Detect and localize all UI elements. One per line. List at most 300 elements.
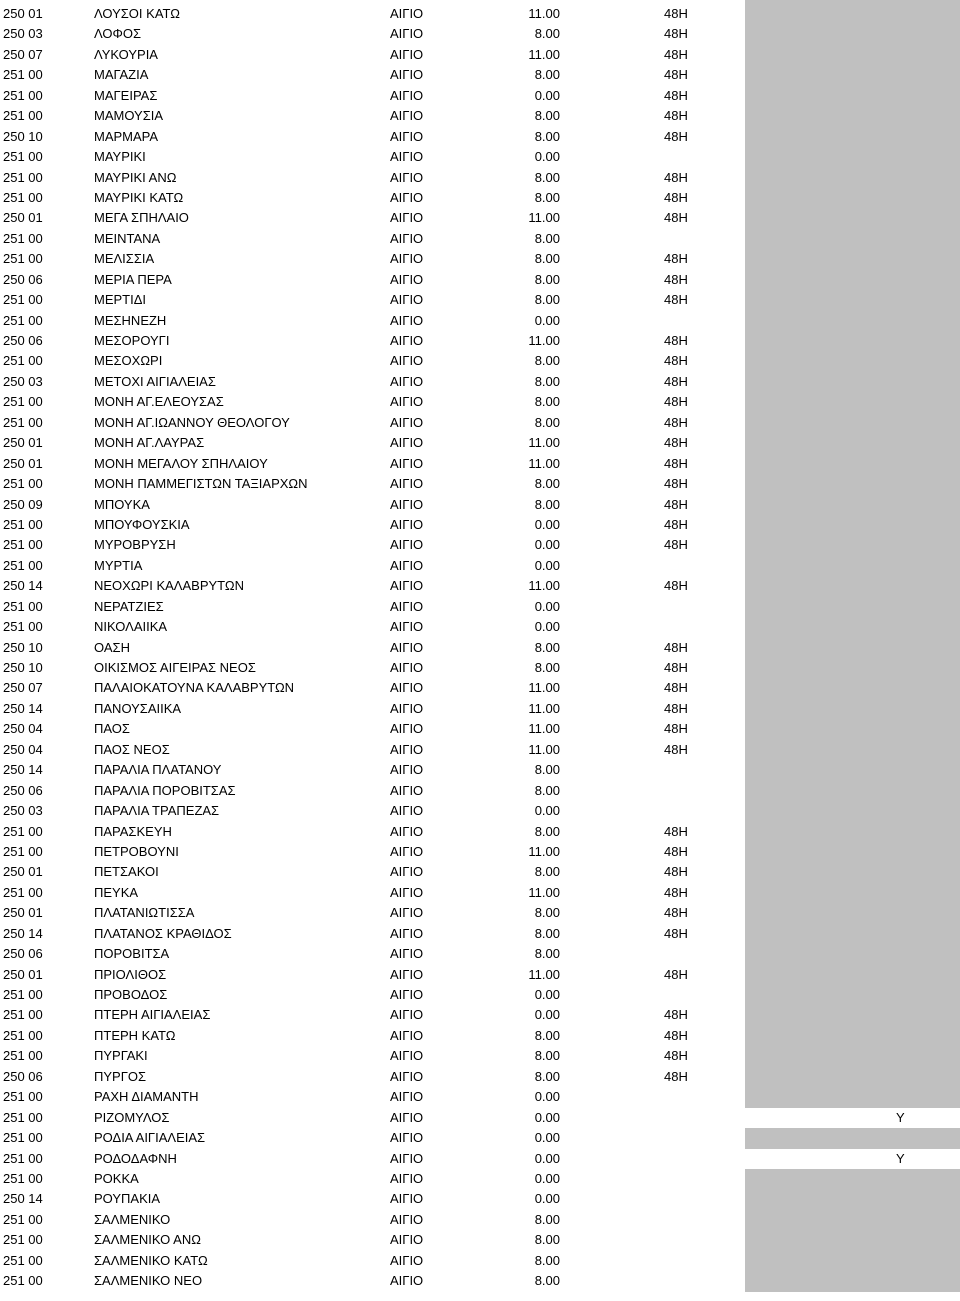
table-row [0,617,960,637]
city-cell: ΑΙΓΙΟ [390,1232,424,1248]
area-name-cell: ΠΕΥΚΑ [94,884,139,900]
postal-code-cell: 251 00 [3,1007,43,1023]
price-cell: 0.00 [534,1170,560,1186]
table-row [0,392,960,412]
side-column-cell [745,188,960,208]
delivery-cell: 48Η [664,373,688,389]
postal-code-cell: 251 00 [3,312,43,328]
table-row [0,372,960,392]
area-name-cell: ΝΕΡΑΤΖΙΕΣ [94,598,164,614]
delivery-cell: 48Η [664,67,688,83]
price-cell: 8.00 [534,476,560,492]
table-row [0,883,960,903]
city-cell: ΑΙΓΙΟ [390,741,424,757]
side-column-cell [745,351,960,371]
table-row [0,556,960,576]
price-cell: 11.00 [528,884,560,900]
delivery-cell: 48Η [664,843,688,859]
city-cell: ΑΙΓΙΟ [390,1027,424,1043]
postal-code-cell: 251 00 [3,149,43,165]
area-name-cell: ΜΑΡΜΑΡΑ [94,128,159,144]
area-name-cell: ΠΑΡΑΛΙΑ ΠΟΡΟΒΙΤΣΑΣ [94,782,236,798]
table-row [0,1046,960,1066]
flag-cell: Y [896,1150,905,1166]
price-cell: 8.00 [534,925,560,941]
table-row [0,699,960,719]
area-name-cell: ΛΟΦΟΣ [94,26,142,42]
area-name-cell: ΡΟΥΠΑΚΙΑ [94,1191,161,1207]
price-cell: 8.00 [534,292,560,308]
side-column-cell [745,556,960,576]
side-column-cell [745,1046,960,1066]
price-cell: 0.00 [534,149,560,165]
delivery-cell: 48Η [664,966,688,982]
postal-code-cell: 251 00 [3,1027,43,1043]
delivery-cell: 48Η [664,1007,688,1023]
postal-code-cell: 251 00 [3,537,43,553]
price-cell: 0.00 [534,1130,560,1146]
postal-code-cell: 250 07 [3,680,43,696]
postal-code-cell: 250 06 [3,1068,43,1084]
table-row [0,1067,960,1087]
postal-code-cell: 250 09 [3,496,43,512]
city-cell: ΑΙΓΙΟ [390,700,424,716]
price-cell: 8.00 [534,373,560,389]
delivery-cell: 48Η [664,435,688,451]
area-name-cell: ΟΙΚΙΣΜΟΣ ΑΙΓΕΙΡΑΣ ΝΕΟΣ [94,660,256,675]
side-column-cell [745,760,960,780]
delivery-cell: 48Η [664,741,688,757]
delivery-cell: 48Η [664,189,688,205]
side-column-cell [745,413,960,433]
table-row [0,45,960,65]
table-row [0,822,960,842]
price-cell: 8.00 [534,271,560,287]
delivery-cell: 48Η [664,823,688,839]
price-cell: 8.00 [534,946,560,962]
postal-code-cell: 250 04 [3,721,43,737]
city-cell: ΑΙΓΙΟ [390,373,424,389]
area-name-cell: ΜΑΜΟΥΣΙΑ [94,108,164,124]
city-cell: ΑΙΓΙΟ [390,1211,424,1227]
area-name-cell: ΠΕΤΣΑΚΟΙ [94,864,159,880]
delivery-cell: 48Η [664,414,688,430]
city-cell: ΑΙΓΙΟ [390,864,424,880]
area-name-cell: ΠΛΑΤΑΝΙΩΤΙΣΣΑ [94,905,195,921]
price-cell: 11.00 [528,435,560,451]
price-cell: 8.00 [534,1068,560,1084]
delivery-cell: 48Η [664,108,688,124]
postal-code-cell: 251 00 [3,598,43,614]
delivery-cell: 48Η [664,169,688,185]
area-name-cell: ΜΟΝΗ ΠΑΜΜΕΓΙΣΤΩΝ ΤΑΞΙΑΡΧΩΝ [94,476,308,492]
delivery-cell: 48Η [664,578,688,594]
delivery-cell: 48Η [664,680,688,696]
delivery-cell: 48Η [664,251,688,267]
postal-code-cell: 251 00 [3,1150,43,1166]
side-column-cell [745,4,960,24]
city-cell: ΑΙΓΙΟ [390,271,424,287]
city-cell: ΑΙΓΙΟ [390,966,424,982]
table-row [0,535,960,555]
side-column-cell [745,678,960,698]
area-name-cell: ΜΑΥΡΙΚΙ ΚΑΤΩ [94,189,184,205]
city-cell: ΑΙΓΙΟ [390,67,424,83]
table-row [0,1189,960,1209]
side-column-cell [745,372,960,392]
delivery-cell: 48Η [664,333,688,348]
postal-code-cell: 250 06 [3,271,43,287]
postal-code-cell: 250 06 [3,946,43,962]
city-cell: ΑΙΓΙΟ [390,905,424,921]
city-cell: ΑΙΓΙΟ [390,823,424,839]
side-column-cell [745,1189,960,1209]
side-column-cell [745,740,960,760]
table-row [0,1026,960,1046]
postal-code-cell: 251 00 [3,394,43,410]
city-cell: ΑΙΓΙΟ [390,353,424,369]
postal-code-cell: 251 00 [3,823,43,839]
area-name-cell: ΠΟΡΟΒΙΤΣΑ [94,946,170,962]
price-cell: 11.00 [528,721,560,737]
side-column-cell [745,903,960,923]
side-column-cell [745,617,960,637]
postal-code-cell: 251 00 [3,230,43,246]
delivery-cell: 48Η [664,516,688,532]
delivery-cell: 48Η [664,394,688,410]
postal-code-cell: 250 01 [3,905,43,921]
city-cell: ΑΙΓΙΟ [390,946,424,962]
area-name-cell: ΠΤΕΡΗ ΑΙΓΙΑΛΕΙΑΣ [94,1007,211,1023]
area-name-cell: ΠΑΡΑΛΙΑ ΤΡΑΠΕΖΑΣ [94,803,220,819]
postal-code-cell: 251 00 [3,1170,43,1186]
area-name-cell: ΠΑΛΑΙΟΚΑΤΟΥΝΑ ΚΑΛΑΒΡΥΤΩΝ [94,680,295,696]
table-row [0,760,960,780]
area-name-cell: ΜΕΓΑ ΣΠΗΛΑΙΟ [94,210,189,226]
price-cell: 11.00 [528,741,560,757]
delivery-cell: 48Η [664,1068,688,1084]
price-cell: 8.00 [534,26,560,42]
area-name-cell: ΜΑΓΕΙΡΑΣ [94,87,158,103]
city-cell: ΑΙΓΙΟ [390,6,424,21]
table-row [0,1251,960,1271]
city-cell: ΑΙΓΙΟ [390,925,424,941]
price-cell: 0.00 [534,1191,560,1207]
table-row [0,781,960,801]
postal-code-cell: 250 10 [3,128,43,144]
price-cell: 11.00 [528,6,560,21]
side-column-cell [745,535,960,555]
price-cell: 8.00 [534,128,560,144]
table-row [0,1149,960,1169]
side-column-cell [745,127,960,147]
postal-code-cell: 251 00 [3,619,43,635]
side-column-cell [745,65,960,85]
delivery-cell: 48Η [664,1027,688,1043]
area-name-cell: ΛΥΚΟΥΡΙΑ [94,46,158,62]
price-cell: 8.00 [534,189,560,205]
area-name-cell: ΜΕΛΙΣΣΙΑ [94,251,155,267]
city-cell: ΑΙΓΙΟ [390,782,424,798]
city-cell: ΑΙΓΙΟ [390,557,424,573]
table-row [0,924,960,944]
area-name-cell: ΜΑΥΡΙΚΙ [94,149,146,165]
side-column-cell [745,433,960,453]
area-name-cell: ΜΑΥΡΙΚΙ ΑΝΩ [94,169,177,185]
city-cell: ΑΙΓΙΟ [390,87,424,103]
delivery-cell: 48Η [664,864,688,880]
delivery-cell: 48Η [664,476,688,492]
price-cell: 11.00 [528,455,560,471]
side-column-cell [745,1108,960,1128]
postal-code-cell: 250 14 [3,925,43,941]
price-cell: 8.00 [534,496,560,512]
side-column-cell [745,392,960,412]
table-row [0,331,960,351]
city-cell: ΑΙΓΙΟ [390,1191,424,1207]
area-name-cell: ΠΑΟΣ [94,721,130,737]
side-column-cell [745,1026,960,1046]
postal-code-cell: 251 00 [3,1232,43,1248]
price-cell: 11.00 [528,210,560,226]
side-column-cell [745,576,960,596]
table-row [0,1169,960,1189]
side-column-cell [745,638,960,658]
price-cell: 0.00 [534,598,560,614]
city-cell: ΑΙΓΙΟ [390,394,424,410]
postal-code-cell: 251 00 [3,1273,43,1289]
postal-code-cell: 251 00 [3,557,43,573]
postal-code-cell: 250 04 [3,741,43,757]
side-column-cell [745,515,960,535]
price-cell: 8.00 [534,1273,560,1289]
postal-code-cell: 250 07 [3,46,43,62]
table-row [0,188,960,208]
city-cell: ΑΙΓΙΟ [390,762,424,778]
postal-code-cell: 251 00 [3,292,43,308]
city-cell: ΑΙΓΙΟ [390,721,424,737]
side-column-cell [745,842,960,862]
price-cell: 11.00 [528,680,560,696]
area-name-cell: ΛΟΥΣΟΙ ΚΑΤΩ [94,6,180,21]
area-name-cell: ΜΠΟΥΚΑ [94,496,150,512]
area-name-cell: ΜΟΝΗ ΑΓ.ΙΩΑΝΝΟΥ ΘΕΟΛΟΓΟΥ [94,414,290,430]
side-column-cell [745,86,960,106]
postal-code-cell: 251 00 [3,1252,43,1268]
price-cell: 11.00 [528,966,560,982]
area-name-cell: ΜΥΡΟΒΡΥΣΗ [94,537,176,553]
area-name-cell: ΠΥΡΓΟΣ [94,1068,147,1084]
delivery-cell: 48Η [664,271,688,287]
table-row [0,965,960,985]
postal-code-cell: 251 00 [3,987,43,1002]
delivery-cell: 48Η [664,639,688,655]
side-column-cell [745,1271,960,1291]
delivery-cell: 48Η [664,6,688,21]
postal-code-cell: 251 00 [3,67,43,83]
side-column-cell [745,822,960,842]
side-column-cell [745,208,960,228]
area-name-cell: ΝΕΟΧΩΡΙ ΚΑΛΑΒΡΥΤΩΝ [94,578,244,594]
table-row [0,658,960,678]
price-cell: 0.00 [534,803,560,819]
table-row [0,127,960,147]
delivery-cell: 48Η [664,292,688,308]
city-cell: ΑΙΓΙΟ [390,1170,424,1186]
delivery-cell: 48Η [664,353,688,369]
postal-code-cell: 251 00 [3,189,43,205]
price-cell: 8.00 [534,864,560,880]
city-cell: ΑΙΓΙΟ [390,476,424,492]
area-name-cell: ΣΑΛΜΕΝΙΚΟ ΑΝΩ [94,1232,201,1248]
side-column-cell [745,1067,960,1087]
price-cell: 8.00 [534,1027,560,1043]
table-row [0,1210,960,1230]
price-cell: 8.00 [534,1048,560,1064]
city-cell: ΑΙΓΙΟ [390,1130,424,1146]
table-row [0,413,960,433]
area-name-cell: ΠΑΡΑΛΙΑ ΠΛΑΤΑΝΟΥ [94,762,222,778]
table-row [0,454,960,474]
side-column-cell [745,1149,960,1169]
area-name-cell: ΝΙΚΟΛΑΙΙΚΑ [94,619,168,635]
postal-code-cell: 251 00 [3,1048,43,1064]
side-column-cell [745,270,960,290]
city-cell: ΑΙΓΙΟ [390,435,424,451]
table-row [0,862,960,882]
side-column-cell [745,290,960,310]
table-row [0,1108,960,1128]
table-row [0,433,960,453]
area-name-cell: ΡΑΧΗ ΔΙΑΜΑΝΤΗ [94,1089,199,1105]
price-cell: 8.00 [534,353,560,369]
side-column-cell [745,699,960,719]
side-column-cell [745,719,960,739]
area-name-cell: ΠΛΑΤΑΝΟΣ ΚΡΑΘΙΔΟΣ [94,925,232,941]
table-row [0,290,960,310]
area-name-cell: ΜΕΡΙΑ ΠΕΡΑ [94,271,172,287]
price-cell: 0.00 [534,1007,560,1023]
postal-code-cell: 250 03 [3,803,43,819]
area-name-cell: ΠΑΟΣ ΝΕΟΣ [94,741,170,757]
delivery-cell: 48Η [664,884,688,900]
table-row [0,638,960,658]
price-cell: 0.00 [534,1089,560,1105]
price-cell: 8.00 [534,67,560,83]
area-name-cell: ΣΑΛΜΕΝΙΚΟ [94,1211,171,1227]
postal-code-cell: 250 01 [3,6,43,21]
area-name-cell: ΜΕΣΟΡΟΥΓΙ [94,333,170,348]
city-cell: ΑΙΓΙΟ [390,312,424,328]
city-cell: ΑΙΓΙΟ [390,1150,424,1166]
delivery-cell: 48Η [664,700,688,716]
price-cell: 0.00 [534,557,560,573]
delivery-cell: 48Η [664,46,688,62]
side-column-cell [745,1128,960,1148]
city-cell: ΑΙΓΙΟ [390,1068,424,1084]
price-cell: 0.00 [534,987,560,1002]
price-cell: 8.00 [534,394,560,410]
side-column-cell [745,883,960,903]
city-cell: ΑΙΓΙΟ [390,843,424,859]
postal-code-cell: 250 03 [3,26,43,42]
side-column-cell [745,1005,960,1025]
side-column-cell [745,924,960,944]
side-column-cell [745,862,960,882]
side-column-cell [745,658,960,678]
flag-cell: Y [896,1109,905,1125]
postal-code-cell: 250 14 [3,700,43,716]
table-row [0,1087,960,1107]
postal-code-cell: 250 14 [3,1191,43,1207]
postal-code-cell: 251 00 [3,843,43,859]
delivery-cell: 48Η [664,210,688,226]
postal-code-cell: 251 00 [3,1109,43,1125]
price-cell: 8.00 [534,108,560,124]
side-column-cell [745,229,960,249]
side-column-cell [745,249,960,269]
price-cell: 8.00 [534,639,560,655]
price-cell: 8.00 [534,762,560,778]
side-column-cell [745,331,960,351]
city-cell: ΑΙΓΙΟ [390,639,424,655]
postal-code-cell: 250 03 [3,373,43,389]
price-cell: 0.00 [534,1150,560,1166]
table-row [0,24,960,44]
table-row [0,168,960,188]
city-cell: ΑΙΓΙΟ [390,1048,424,1064]
city-cell: ΑΙΓΙΟ [390,660,424,675]
city-cell: ΑΙΓΙΟ [390,1109,424,1125]
price-cell: 8.00 [534,1252,560,1268]
side-column-cell [745,1230,960,1250]
table-row [0,1005,960,1025]
area-name-cell: ΠΑΡΑΣΚΕΥΗ [94,823,172,839]
area-name-cell: ΜΑΓΑΖΙΑ [94,67,149,83]
area-name-cell: ΡΙΖΟΜΥΛΟΣ [94,1109,170,1125]
city-cell: ΑΙΓΙΟ [390,149,424,165]
table-row [0,515,960,535]
table-row [0,740,960,760]
price-cell: 8.00 [534,414,560,430]
delivery-cell: 48Η [664,26,688,42]
table-row [0,270,960,290]
postal-code-cell: 251 00 [3,353,43,369]
delivery-cell: 48Η [664,1048,688,1064]
side-column-cell [745,147,960,167]
side-column-cell [745,801,960,821]
postal-code-cell: 251 00 [3,87,43,103]
city-cell: ΑΙΓΙΟ [390,598,424,614]
price-cell: 8.00 [534,823,560,839]
city-cell: ΑΙΓΙΟ [390,128,424,144]
city-cell: ΑΙΓΙΟ [390,210,424,226]
delivery-cell: 48Η [664,925,688,941]
side-column-cell [745,168,960,188]
price-cell: 0.00 [534,312,560,328]
table-row [0,678,960,698]
table-row [0,842,960,862]
side-column-cell [745,597,960,617]
delivery-cell: 48Η [664,721,688,737]
table-row [0,576,960,596]
side-column-cell [745,495,960,515]
delivery-cell: 48Η [664,87,688,103]
postal-code-cell: 251 00 [3,251,43,267]
city-cell: ΑΙΓΙΟ [390,1273,424,1289]
price-cell: 8.00 [534,905,560,921]
city-cell: ΑΙΓΙΟ [390,292,424,308]
